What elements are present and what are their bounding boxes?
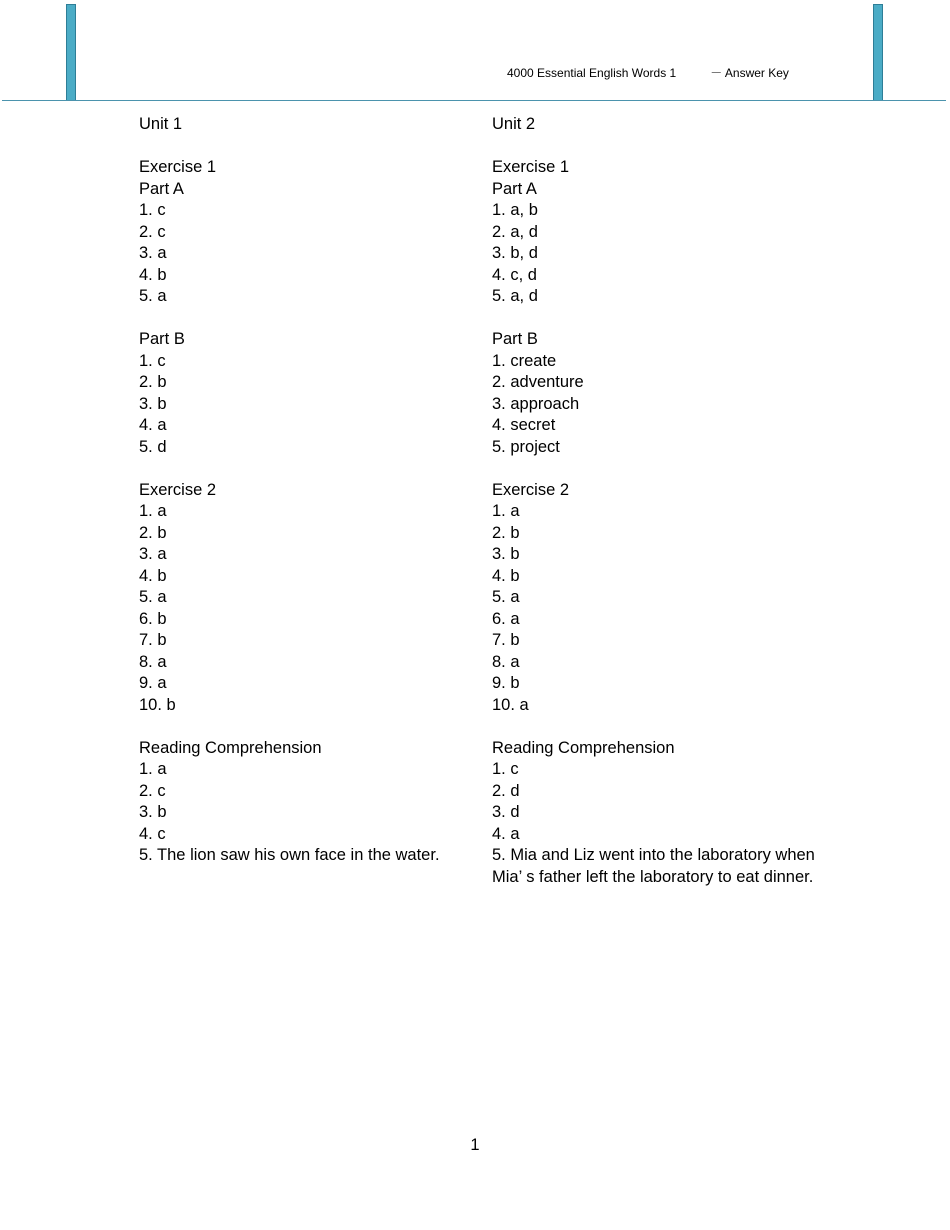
answer-item: 3. d	[492, 803, 520, 821]
section-title: Reading Comprehension	[139, 738, 322, 757]
answer-item: 5. d	[139, 437, 167, 456]
answer-item: 2. b	[492, 523, 520, 542]
answer-item: 1. a	[139, 502, 167, 520]
exercise-2-section	[492, 480, 822, 717]
answer-item: 4. b	[139, 566, 167, 585]
answer-item: 5. Mia and Liz went into the laboratory when Mia’ s father left the laboratory to eat dinner.	[492, 846, 815, 886]
part-a	[492, 179, 822, 308]
answer-item: 3. b	[492, 545, 520, 563]
exercise-1-section	[492, 157, 822, 458]
answer-item: 8. a	[139, 652, 167, 671]
header-right-bar	[873, 4, 883, 101]
answer-item: 1. a	[139, 760, 167, 778]
answer-item: 1. c	[139, 351, 166, 370]
answer-item: 6. a	[492, 609, 520, 628]
answer-item: 5. a	[139, 588, 167, 606]
answer-item: 4. c, d	[492, 265, 537, 284]
answer-item: 7. b	[139, 631, 167, 649]
part-title: Part B	[139, 330, 185, 348]
answer-item: 4. b	[492, 566, 520, 585]
reading-comprehension-section	[492, 738, 822, 889]
part-title: Part A	[492, 179, 537, 198]
answer-item: 10. a	[492, 695, 529, 714]
answer-item: 3. b, d	[492, 244, 538, 262]
unit-title: Unit 2	[492, 115, 536, 133]
header-left-bar	[66, 4, 76, 101]
section-title: Exercise 2	[492, 480, 570, 499]
answer-item: 5. project	[492, 437, 560, 456]
answer-item: 4. a	[139, 416, 167, 434]
answer-item: 9. a	[139, 674, 167, 692]
header-subtitle: Answer Key	[724, 66, 789, 80]
unit-2-column	[492, 114, 822, 888]
answer-item: 5. a	[492, 588, 520, 606]
answer-item: 1. create	[492, 351, 557, 370]
answer-item: 7. b	[492, 631, 520, 649]
answer-item: 5. a, d	[492, 287, 538, 305]
answer-item: 3. b	[139, 394, 167, 413]
answer-item: 2. adventure	[492, 373, 584, 391]
answer-item: 2. b	[139, 373, 167, 391]
section-title: Reading Comprehension	[492, 738, 675, 757]
part-b	[139, 329, 479, 458]
answer-item: 2. c	[139, 222, 166, 241]
unit-1-column	[139, 114, 479, 867]
answer-item: 4. b	[139, 265, 167, 284]
answer-item: 1. c	[492, 760, 519, 778]
header-title: 4000 Essential English Words 1	[507, 66, 677, 80]
answer-item: 5. a	[139, 287, 167, 305]
page-number: 1	[470, 1136, 480, 1154]
part-title: Part B	[492, 330, 538, 348]
answer-item: 5. The lion saw his own face in the water.	[139, 846, 440, 864]
answer-item: 8. a	[492, 652, 520, 671]
answer-item: 3. a	[139, 545, 167, 563]
answer-item: 4. secret	[492, 416, 556, 434]
answer-item: 4. c	[139, 824, 166, 843]
answer-item: 2. a, d	[492, 222, 538, 241]
answer-item: 2. c	[139, 781, 166, 800]
part-title: Part A	[139, 179, 184, 198]
exercise-2-section	[139, 480, 479, 717]
answer-item: 2. d	[492, 781, 520, 800]
answer-item: 9. b	[492, 674, 520, 692]
answer-item: 1. a	[492, 502, 520, 520]
reading-comprehension-section	[139, 738, 479, 867]
answer-item: 4. a	[492, 824, 520, 843]
answer-item: 10. b	[139, 695, 176, 714]
section-title: Exercise 1	[492, 158, 570, 176]
answer-item: 1. c	[139, 201, 166, 219]
header-separator: －	[710, 66, 723, 80]
answer-item: 1. a, b	[492, 201, 538, 219]
part-a	[139, 179, 479, 308]
unit-title: Unit 1	[139, 115, 183, 133]
answer-item: 6. b	[139, 609, 167, 628]
section-title: Exercise 2	[139, 480, 217, 499]
header-rule	[2, 100, 946, 101]
running-header	[507, 64, 789, 81]
part-b	[492, 329, 822, 458]
answer-item: 2. b	[139, 523, 167, 542]
section-title: Exercise 1	[139, 158, 217, 176]
exercise-1-section	[139, 157, 479, 458]
answer-item: 3. b	[139, 803, 167, 821]
answer-item: 3. approach	[492, 394, 580, 413]
answer-item: 3. a	[139, 244, 167, 262]
